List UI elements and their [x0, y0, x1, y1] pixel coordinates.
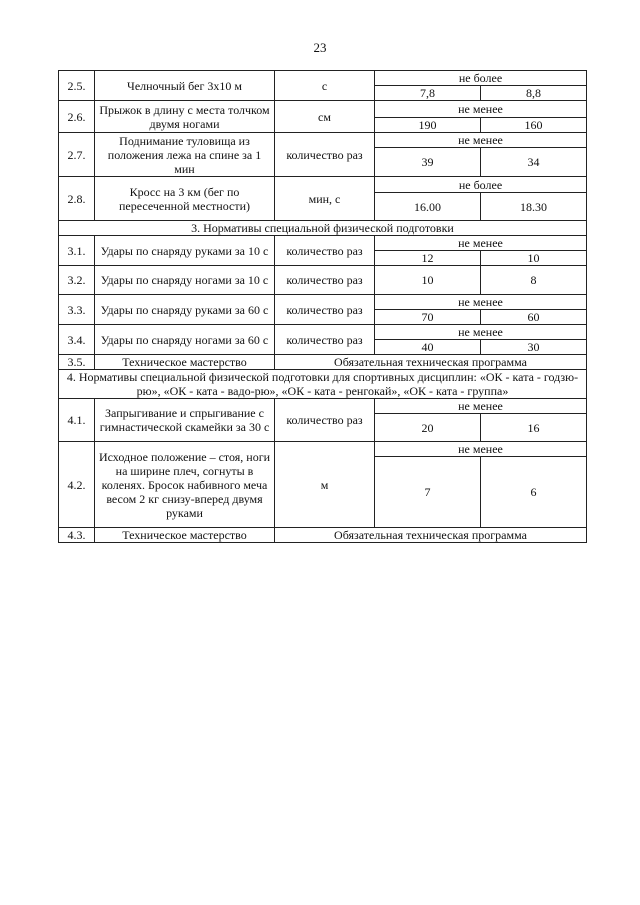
table-row	[59, 325, 587, 340]
qualifier: не более	[375, 177, 587, 193]
value-1: 7	[375, 457, 481, 528]
value-2: 34	[481, 148, 587, 177]
unit: см	[275, 101, 375, 133]
row-number: 2.5.	[59, 71, 95, 101]
unit: количество раз	[275, 325, 375, 355]
program-text: Обязательная техническая программа	[275, 528, 587, 543]
value-2: 8,8	[481, 86, 587, 101]
exercise-name: Удары по снаряду руками за 10 с	[95, 236, 275, 266]
value-2: 10	[481, 251, 587, 266]
value-2: 160	[481, 118, 587, 133]
row-number: 3.3.	[59, 295, 95, 325]
table-row	[59, 266, 587, 295]
value-1: 40	[375, 340, 481, 355]
qualifier: не менее	[375, 325, 587, 340]
exercise-name: Удары по снаряду ногами за 10 с	[95, 266, 275, 295]
row-number: 3.5.	[59, 355, 95, 370]
value-1: 190	[375, 118, 481, 133]
value-1: 20	[375, 414, 481, 442]
value-1: 10	[375, 266, 481, 295]
row-number: 4.1.	[59, 399, 95, 442]
table-row	[59, 101, 587, 118]
qualifier: не менее	[375, 236, 587, 251]
value-2: 30	[481, 340, 587, 355]
value-1: 7,8	[375, 86, 481, 101]
unit: количество раз	[275, 399, 375, 442]
program-text: Обязательная техническая программа	[275, 355, 587, 370]
table-row	[59, 133, 587, 148]
unit: количество раз	[275, 266, 375, 295]
exercise-name: Челночный бег 3х10 м	[95, 71, 275, 101]
unit: количество раз	[275, 295, 375, 325]
section-title: 4. Нормативы специальной физической подготовки для спортивных дисциплин: «ОК - ката - годзю-рю», «ОК - ката - вадо-рю», «ОК - ката - ренгокай», «ОК - ката - группа»	[59, 370, 587, 399]
value-1: 16.00	[375, 193, 481, 221]
exercise-name: Кросс на 3 км (бег по пересеченной местности)	[95, 177, 275, 221]
qualifier: не более	[375, 71, 587, 86]
table-row	[59, 442, 587, 457]
qualifier: не менее	[375, 295, 587, 310]
exercise-name: Удары по снаряду ногами за 60 с	[95, 325, 275, 355]
unit: мин, с	[275, 177, 375, 221]
exercise-name: Исходное положение – стоя, ноги на ширине плеч, согнуты в коленях. Бросок набивного меча весом 2 кг снизу-вперед двумя руками	[95, 442, 275, 528]
table-row	[59, 236, 587, 251]
unit: м	[275, 442, 375, 528]
qualifier: не менее	[375, 101, 587, 118]
row-number: 3.2.	[59, 266, 95, 295]
table-row	[59, 177, 587, 193]
norms-table	[58, 70, 587, 543]
row-number: 3.4.	[59, 325, 95, 355]
row-number: 2.7.	[59, 133, 95, 177]
value-2: 16	[481, 414, 587, 442]
row-number: 4.2.	[59, 442, 95, 528]
page-number: 23	[313, 40, 327, 55]
row-number: 2.8.	[59, 177, 95, 221]
qualifier: не менее	[375, 399, 587, 414]
table-row	[59, 355, 587, 370]
qualifier: не менее	[375, 133, 587, 148]
unit: с	[275, 71, 375, 101]
section-title: 3. Нормативы специальной физической подготовки	[59, 221, 587, 236]
table-row	[59, 528, 587, 543]
value-2: 8	[481, 266, 587, 295]
value-2: 18.30	[481, 193, 587, 221]
unit: количество раз	[275, 236, 375, 266]
row-number: 3.1.	[59, 236, 95, 266]
qualifier: не менее	[375, 442, 587, 457]
exercise-name: Поднимание туловища из положения лежа на спине за 1 мин	[95, 133, 275, 177]
section-row	[59, 221, 587, 236]
value-1: 39	[375, 148, 481, 177]
table-row	[59, 399, 587, 414]
value-2: 60	[481, 310, 587, 325]
value-1: 70	[375, 310, 481, 325]
exercise-name: Техническое мастерство	[95, 528, 275, 543]
table-row	[59, 295, 587, 310]
exercise-name: Удары по снаряду руками за 60 с	[95, 295, 275, 325]
row-number: 4.3.	[59, 528, 95, 543]
section-row	[59, 370, 587, 399]
table-row	[59, 71, 587, 86]
exercise-name: Запрыгивание и спрыгивание с гимнастической скамейки за 30 с	[95, 399, 275, 442]
exercise-name: Техническое мастерство	[95, 355, 275, 370]
exercise-name: Прыжок в длину с места толчком двумя ногами	[95, 101, 275, 133]
row-number: 2.6.	[59, 101, 95, 133]
value-2: 6	[481, 457, 587, 528]
value-1: 12	[375, 251, 481, 266]
unit: количество раз	[275, 133, 375, 177]
